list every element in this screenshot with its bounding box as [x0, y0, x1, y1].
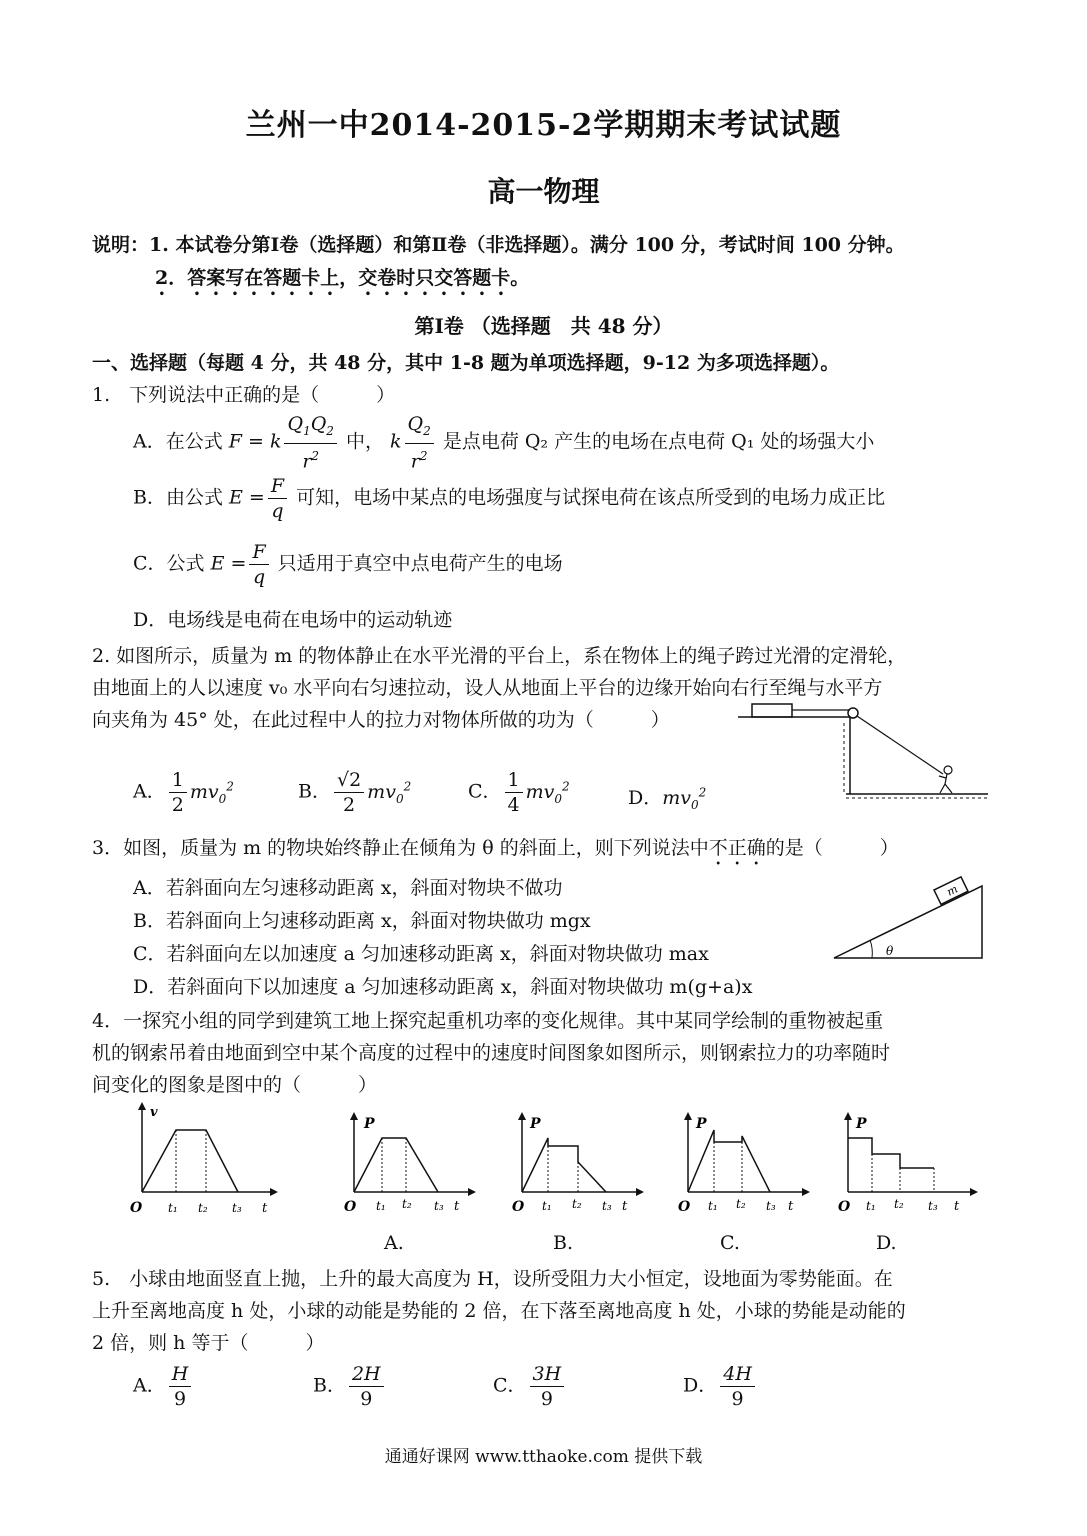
t2-label: t₂ [736, 1197, 746, 1211]
section-title: 第Ⅰ卷 （选择题 共 48 分） [414, 314, 673, 338]
q5-b-denominator: 9 [360, 1388, 373, 1410]
q4-graph-b [508, 1110, 648, 1220]
q2-c-label: C． [468, 780, 502, 803]
q5-d-label: D． [683, 1374, 718, 1397]
q4-caption-b: B. [553, 1232, 574, 1254]
q2-line-1: 2. 如图所示，质量为 m 的物体静止在水平光滑的平台上，系在物体上的绳子跨过光滑的定滑轮， [92, 645, 907, 667]
q3-option-b: B．若斜面向上匀速移动距离 x，斜面对物块做功 mgx [133, 910, 591, 932]
q1-option-b [133, 474, 885, 523]
q5-d-numerator: 4H [720, 1362, 755, 1387]
q1-option-a [133, 412, 874, 473]
q1-b-formula-lhs: E = [229, 486, 265, 509]
q2-person-head [944, 766, 952, 774]
q2-block [752, 704, 792, 717]
q1-a-k: k [390, 430, 402, 453]
q5-d-denominator: 9 [731, 1388, 744, 1410]
axis-p-arrow [350, 1112, 358, 1120]
q5-c-label: C． [493, 1374, 527, 1397]
q1-a-mid: 中， [345, 430, 384, 453]
q1-c-prefix: C．公式 [133, 552, 205, 575]
q5-c-numerator: 3H [530, 1362, 565, 1387]
q4-caption-d: D. [876, 1232, 897, 1254]
q3-angle-arc [870, 940, 872, 958]
t3-label: t₃ [766, 1199, 776, 1213]
q1-a-prefix: A．在公式 [133, 430, 223, 453]
q1-c-formula-lhs: E = [210, 552, 247, 575]
t-label: t [954, 1199, 960, 1214]
t3-label: t₃ [434, 1199, 444, 1213]
origin-label: O [130, 1200, 143, 1216]
origin-label: O [678, 1199, 691, 1215]
velocity-curve [142, 1130, 238, 1192]
axis-t-arrow [468, 1188, 476, 1196]
q5-a-label: A． [133, 1374, 166, 1397]
q1-b-prefix: B．由公式 [133, 486, 223, 509]
section-heading: 一、选择题（每题 4 分，共 48 分，其中 1-8 题为单项选择题，9-12 为多项选择题）。 [92, 352, 840, 374]
q1-c-fraction: $\frac{F}{q}$ [249, 540, 268, 589]
t2-label: t₂ [572, 1197, 582, 1211]
q4-caption-c: C. [720, 1232, 740, 1254]
origin-label: O [344, 1199, 357, 1215]
q4-caption-a: A. [384, 1232, 404, 1254]
q2-b-expr: $mv_0^2$ [367, 779, 412, 806]
q2-d-expr: $mv_0^2$ [662, 785, 707, 812]
q2-person-body [939, 774, 952, 793]
q3-stem-emphasis: 不正确 [708, 837, 766, 859]
q2-option-d [628, 783, 706, 812]
q4-line-2: 机的钢索吊着由地面到空中某个高度的过程中的速度时间图象如图所示，则钢索拉力的功率随时 [92, 1042, 891, 1064]
t2-label: t₂ [402, 1197, 412, 1211]
power-curve [848, 1138, 934, 1168]
q3-stem-post: 的是（ ） [765, 837, 899, 859]
q4-line-1: 4．一探究小组的同学到建筑工地上探究起重机功率的变化规律。其中某同学绘制的重物被起重 [92, 1010, 884, 1032]
t2-label: t₂ [894, 1197, 904, 1211]
q5-b-fraction [349, 1362, 384, 1411]
q1-a-fraction: $\frac{Q_1Q_2}{r^2}$ [284, 412, 336, 473]
q1-option-d: D．电场线是电荷在电场中的运动轨迹 [133, 609, 453, 631]
instruction-line-1: 说明：1. 本试卷分第Ⅰ卷（选择题）和第Ⅱ卷（非选择题）。满分 100 分，考试时间 100 分钟。 [92, 234, 905, 256]
q4-line-3: 间变化的图象是图中的（ ） [92, 1074, 378, 1096]
q3-option-d: D．若斜面向下以加速度 a 匀加速移动距离 x，斜面对物块做功 m(g+a)x [133, 976, 753, 998]
q3-option-a: A．若斜面向左匀速移动距离 x，斜面对物块不做功 [133, 877, 563, 899]
q2-a-expr: $mv_0^2$ [189, 779, 234, 806]
q1-stem: 1. 下列说法中正确的是（ ） [92, 384, 396, 406]
power-curve [354, 1138, 438, 1192]
q2-line-2: 由地面上的人以速度 v₀ 水平向右匀速拉动，设人从地面上平台的边缘开始向右行至绳与水平方 [92, 677, 883, 699]
q4-graph-d [834, 1110, 984, 1220]
q5-option-a [133, 1362, 194, 1411]
q5-line-3: 2 倍，则 h 等于（ ） [92, 1332, 325, 1354]
q1-a-fraction-2: $\frac{Q_2}{r^2}$ [405, 412, 434, 473]
subject-title: 高一物理 [487, 175, 600, 208]
q3-incline-diagram [830, 870, 990, 962]
q1-a-formula-lhs: F = k [228, 430, 282, 453]
q3-incline [834, 886, 982, 958]
q1-a-suffix: 是点电荷 Q₂ 产生的电场在点电荷 Q₁ 处的场强大小 [442, 430, 875, 453]
axis-p-arrow [684, 1112, 692, 1120]
t1-label: t₁ [168, 1201, 178, 1215]
q3-option-c: C．若斜面向左以加速度 a 匀加速移动距离 x，斜面对物块做功 max [133, 943, 709, 965]
q2-pulley-diagram [738, 698, 998, 803]
t1-label: t₁ [376, 1199, 386, 1213]
q5-a-fraction [169, 1362, 192, 1411]
q1-c-suffix: 只适用于真空中点电荷产生的电场 [277, 552, 563, 575]
q4-graph-a [340, 1110, 480, 1220]
q2-line-3: 向夹角为 45° 处，在此过程中人的拉力对物体所做的功为（ ） [92, 709, 670, 731]
origin-label: O [838, 1199, 851, 1215]
axis-p-arrow [518, 1112, 526, 1120]
axis-t-arrow [970, 1188, 978, 1196]
q2-option-b [298, 768, 411, 817]
q2-b-fraction: $\frac{√2}{2}$ [334, 768, 364, 817]
instruction-line-2: 2．答案写在答题卡上，交卷时只交答题卡。 [155, 267, 530, 289]
t-label: t [262, 1201, 268, 1216]
origin-label: O [512, 1199, 525, 1215]
q5-a-numerator: H [169, 1362, 192, 1387]
q5-line-2: 上升至离地高度 h 处，小球的动能是势能的 2 倍，在下落至离地高度 h 处，小球的势能是动能的 [92, 1300, 906, 1322]
axis-t-arrow [270, 1188, 278, 1196]
q1-option-c [133, 540, 563, 589]
q2-c-fraction: $\frac{1}{4}$ [505, 768, 523, 817]
q2-pulley [848, 708, 858, 718]
exam-title: 兰州一中2014-2015-2学期期末考试试题 [245, 108, 842, 143]
footer-credit: 通通好课网 www.tthaoke.com 提供下载 [384, 1447, 703, 1467]
q2-b-label: B． [298, 780, 331, 803]
axis-p-arrow [844, 1112, 852, 1120]
axis-t-arrow [802, 1188, 810, 1196]
q2-a-fraction: $\frac{1}{2}$ [169, 768, 187, 817]
q5-option-d [683, 1362, 758, 1411]
q5-line-1: 5. 小球由地面竖直上抛，上升的最大高度为 H，设所受阻力大小恒定，设地面为零势能面。在 [92, 1268, 893, 1290]
t3-label: t₃ [928, 1199, 938, 1213]
q2-c-expr: $mv_0^2$ [525, 779, 570, 806]
p-label: P [856, 1116, 867, 1132]
q3-stem [92, 833, 899, 870]
t3-label: t₃ [602, 1199, 612, 1213]
q3-angle-label: θ [886, 944, 894, 958]
q5-c-denominator: 9 [540, 1388, 553, 1410]
p-label: P [530, 1116, 541, 1132]
t-label: t [454, 1199, 460, 1214]
q2-option-a [133, 768, 234, 817]
p-label: P [696, 1116, 707, 1132]
q5-b-label: B． [313, 1374, 346, 1397]
q4-velocity-graph [120, 1100, 280, 1220]
q5-c-fraction [530, 1362, 565, 1411]
t-label: t [788, 1199, 794, 1214]
q2-a-label: A． [133, 780, 166, 803]
t-label: t [622, 1199, 628, 1214]
q2-option-c [468, 768, 570, 817]
power-curve [522, 1138, 606, 1192]
q2-d-label: D． [628, 787, 663, 809]
t1-label: t₁ [866, 1199, 876, 1213]
q5-option-b [313, 1362, 387, 1411]
q3-block-label: m [944, 882, 960, 899]
t2-label: t₂ [198, 1201, 208, 1215]
v-label: v [150, 1105, 158, 1120]
axis-t-arrow [636, 1188, 644, 1196]
q5-a-denominator: 9 [173, 1388, 187, 1410]
q3-stem-pre: 3．如图，质量为 m 的物块始终静止在倾角为 θ 的斜面上，则下列说法中 [92, 837, 709, 859]
q2-rope-diagonal [857, 716, 943, 774]
t3-label: t₃ [232, 1201, 242, 1215]
t1-label: t₁ [708, 1199, 718, 1213]
power-curve [688, 1130, 770, 1192]
q5-option-c [493, 1362, 567, 1411]
axis-v-arrow [138, 1102, 146, 1110]
p-label: P [364, 1116, 375, 1132]
t1-label: t₁ [542, 1199, 552, 1213]
q1-b-suffix: 可知，电场中某点的电场强度与试探电荷在该点所受到的电场力成正比 [296, 486, 886, 509]
q1-b-fraction: $\frac{F}{q}$ [268, 474, 287, 523]
q4-graph-c [674, 1110, 814, 1220]
q5-b-numerator: 2H [349, 1362, 384, 1387]
q5-d-fraction [720, 1362, 755, 1411]
